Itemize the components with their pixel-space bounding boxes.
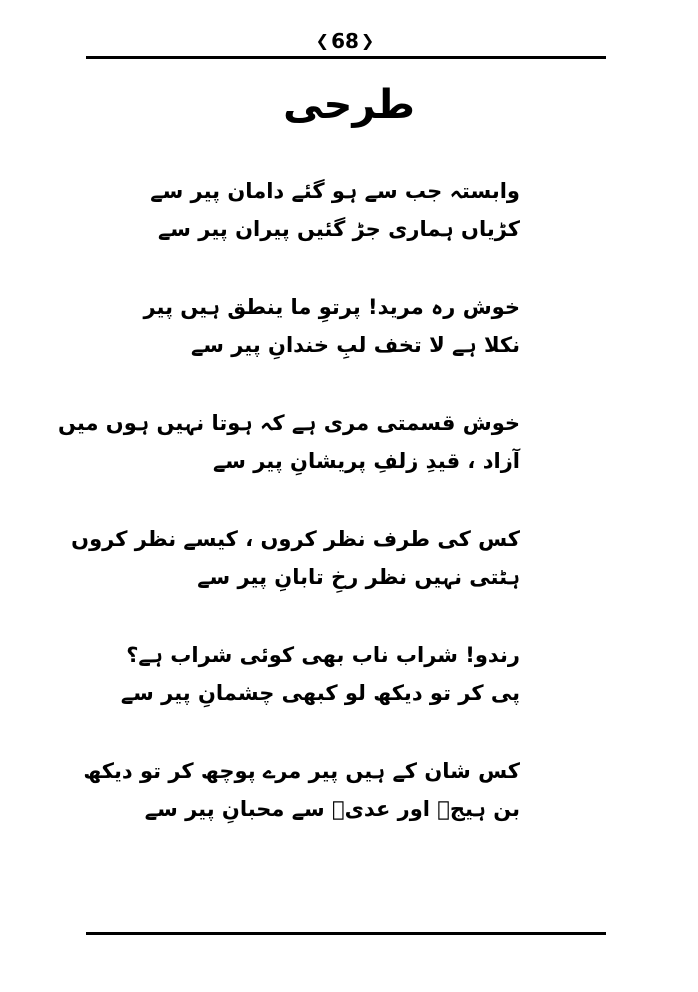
stanza-2 (143, 288, 520, 364)
poem-body (58, 172, 520, 868)
verse-line: کس شان کے ہیں پیر مرے پوچھ کر تو دیکھ (83, 759, 520, 783)
verse-line: خوش رہ مرید! پرتوِ ما ینطق ہیں پیر (143, 295, 520, 319)
stanza-1 (150, 172, 520, 248)
bottom-rule (86, 932, 606, 935)
stanza-4 (71, 520, 520, 596)
stanza-3 (58, 404, 520, 480)
verse-line: وابستہ جب سے ہو گئے دامان پیر سے (150, 179, 520, 203)
page-number-text: 68 (331, 29, 359, 53)
poem-title: طرحی (283, 82, 415, 128)
verse-line: کس کی طرف نظر کروں ، کیسے نظر کروں (71, 527, 520, 551)
verse-line: آزاد ، قیدِ زلفِ پریشانِ پیر سے (212, 449, 520, 473)
left-ornament-icon: ❮ (315, 31, 330, 50)
verse-line: بن ہیجؓ اور عدیؓ سے محبانِ پیر سے (144, 797, 520, 821)
stanza-5 (120, 636, 520, 712)
verse-line: ہٹتی نہیں نظر رخِ تابانِ پیر سے (197, 565, 520, 589)
page-number (310, 26, 380, 56)
top-rule (86, 56, 606, 59)
verse-line: خوش قسمتی مری ہے کہ ہوتا نہیں ہوں میں (58, 411, 520, 435)
verse-line: نکلا ہے لا تخف لبِ خندانِ پیر سے (190, 333, 520, 357)
verse-line: رندو! شراب ناب بھی کوئی شراب ہے؟ (126, 643, 520, 667)
verse-line: کڑیاں ہماری جڑ گئیں پیران پیر سے (157, 217, 520, 241)
stanza-6 (83, 752, 520, 828)
verse-line: پی کر تو دیکھ لو کبھی چشمانِ پیر سے (120, 681, 520, 705)
right-ornament-icon: ❯ (360, 31, 375, 50)
